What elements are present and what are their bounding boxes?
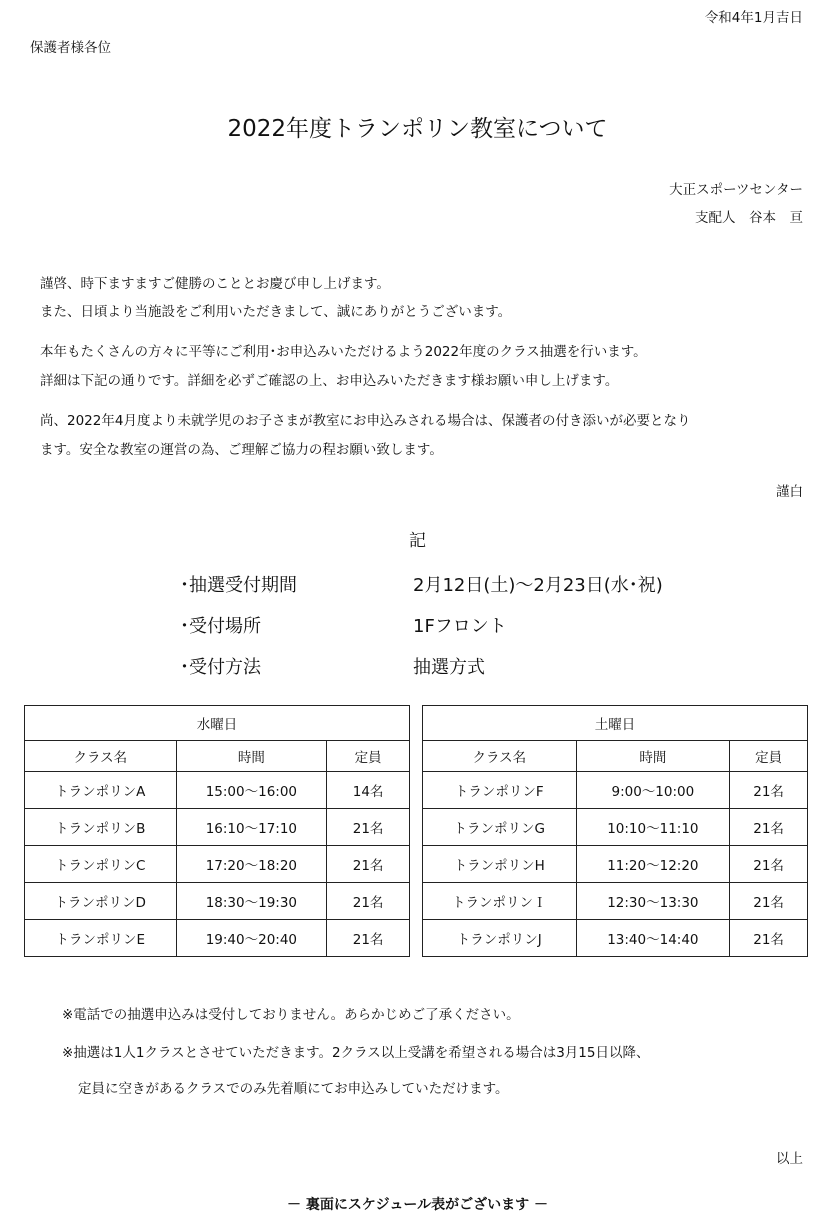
time-cell: 17:20～18:20 <box>176 846 327 883</box>
time-cell: 12:30～13:30 <box>576 883 730 920</box>
table-row <box>25 883 410 920</box>
guardian-notice-line-2: ます。安全な教室の運営の為、ご理解ご協力の程お願い致します。 <box>40 442 443 458</box>
time-cell: 19:40～20:40 <box>176 920 327 957</box>
table-row <box>25 920 410 957</box>
capacity-cell: 21名 <box>730 920 808 957</box>
detail-reception-place <box>180 612 507 638</box>
wednesday-schedule-table <box>24 705 410 957</box>
phone-application-note: ※電話での抽選申込みは受付しておりません。あらかじめご了承ください。 <box>62 1007 520 1023</box>
table-row <box>423 772 808 809</box>
table-caption: 水曜日 <box>25 706 410 741</box>
capacity-cell: 21名 <box>730 809 808 846</box>
table-row <box>423 920 808 957</box>
time-cell: 11:20～12:20 <box>576 846 730 883</box>
detail-value: 1Fフロント <box>413 616 507 637</box>
detail-label: ･受付方法 <box>180 657 261 678</box>
detail-value: 抽選方式 <box>413 657 485 678</box>
column-header-capacity: 定員 <box>327 741 410 772</box>
time-cell: 10:10～11:10 <box>576 809 730 846</box>
column-header-capacity: 定員 <box>730 741 808 772</box>
detail-value: 2月12日(土)～2月23日(水･祝) <box>413 575 663 596</box>
column-header-class: クラス名 <box>423 741 577 772</box>
column-header-class: クラス名 <box>25 741 177 772</box>
detail-reception-method <box>180 653 485 679</box>
class-name-cell: トランポリンC <box>25 846 177 883</box>
class-name-cell: トランポリンA <box>25 772 177 809</box>
one-class-rule-note-line-2: 定員に空きがあるクラスでのみ先着順にてお申込みしていただけます。 <box>78 1081 509 1097</box>
column-header-time: 時間 <box>176 741 327 772</box>
issue-date: 令和4年1月吉日 <box>704 10 803 26</box>
time-cell: 18:30～19:30 <box>176 883 327 920</box>
capacity-cell: 21名 <box>327 809 410 846</box>
capacity-cell: 21名 <box>730 772 808 809</box>
class-name-cell: トランポリンＩ <box>423 883 577 920</box>
class-name-cell: トランポリンJ <box>423 920 577 957</box>
one-class-rule-note-line-1: ※抽選は1人1クラスとさせていただきます。2クラス以上受講を希望される場合は3月15日以降、 <box>62 1045 650 1061</box>
detail-lottery-period <box>180 571 663 597</box>
capacity-cell: 21名 <box>327 920 410 957</box>
saturday-schedule-table <box>422 705 808 957</box>
capacity-cell: 14名 <box>327 772 410 809</box>
table-row <box>423 809 808 846</box>
detail-label: ･受付場所 <box>180 616 261 637</box>
class-name-cell: トランポリンE <box>25 920 177 957</box>
time-cell: 9:00～10:00 <box>576 772 730 809</box>
table-row <box>423 846 808 883</box>
capacity-cell: 21名 <box>327 883 410 920</box>
table-caption: 土曜日 <box>423 706 808 741</box>
lottery-info-line-2: 詳細は下記の通りです。詳細を必ずご確認の上、お申込みいただきます様お願い申し上げます。 <box>40 373 619 389</box>
column-header-time: 時間 <box>576 741 730 772</box>
greeting-line-1: 謹啓、時下ますますご健勝のこととお慶び申し上げます。 <box>40 276 390 292</box>
time-cell: 13:40～14:40 <box>576 920 730 957</box>
end-mark: 以上 <box>776 1151 803 1167</box>
guardian-notice-line-1: 尚、2022年4月度より未就学児のお子さまが教室にお申込みされる場合は、保護者の付き添いが必要となり <box>40 413 691 429</box>
class-name-cell: トランポリンB <box>25 809 177 846</box>
table-row <box>25 772 410 809</box>
lottery-info-line-1: 本年もたくさんの方々に平等にご利用･お申込みいただけるよう2022年度のクラス抽選を行います。 <box>40 344 647 360</box>
closing-word: 謹白 <box>776 484 803 500</box>
table-row <box>25 809 410 846</box>
addressee: 保護者様各位 <box>30 40 111 56</box>
class-name-cell: トランポリンF <box>423 772 577 809</box>
detail-label: ･抽選受付期間 <box>180 575 297 596</box>
time-cell: 15:00～16:00 <box>176 772 327 809</box>
ki-heading: 記 <box>409 531 426 551</box>
document-title: 2022年度トランポリン教室について <box>227 116 608 142</box>
greeting-line-2: また、日頃より当施設をご利用いただきまして、誠にありがとうございます。 <box>40 304 512 320</box>
class-name-cell: トランポリンH <box>423 846 577 883</box>
organization-name: 大正スポーツセンター <box>669 182 803 198</box>
class-name-cell: トランポリンG <box>423 809 577 846</box>
class-name-cell: トランポリンD <box>25 883 177 920</box>
capacity-cell: 21名 <box>730 846 808 883</box>
time-cell: 16:10～17:10 <box>176 809 327 846</box>
reverse-side-note: － 裏面にスケジュール表がございます － <box>287 1197 548 1213</box>
table-row <box>423 883 808 920</box>
table-row <box>25 846 410 883</box>
capacity-cell: 21名 <box>327 846 410 883</box>
manager-name: 支配人 谷本 亘 <box>695 210 803 226</box>
capacity-cell: 21名 <box>730 883 808 920</box>
